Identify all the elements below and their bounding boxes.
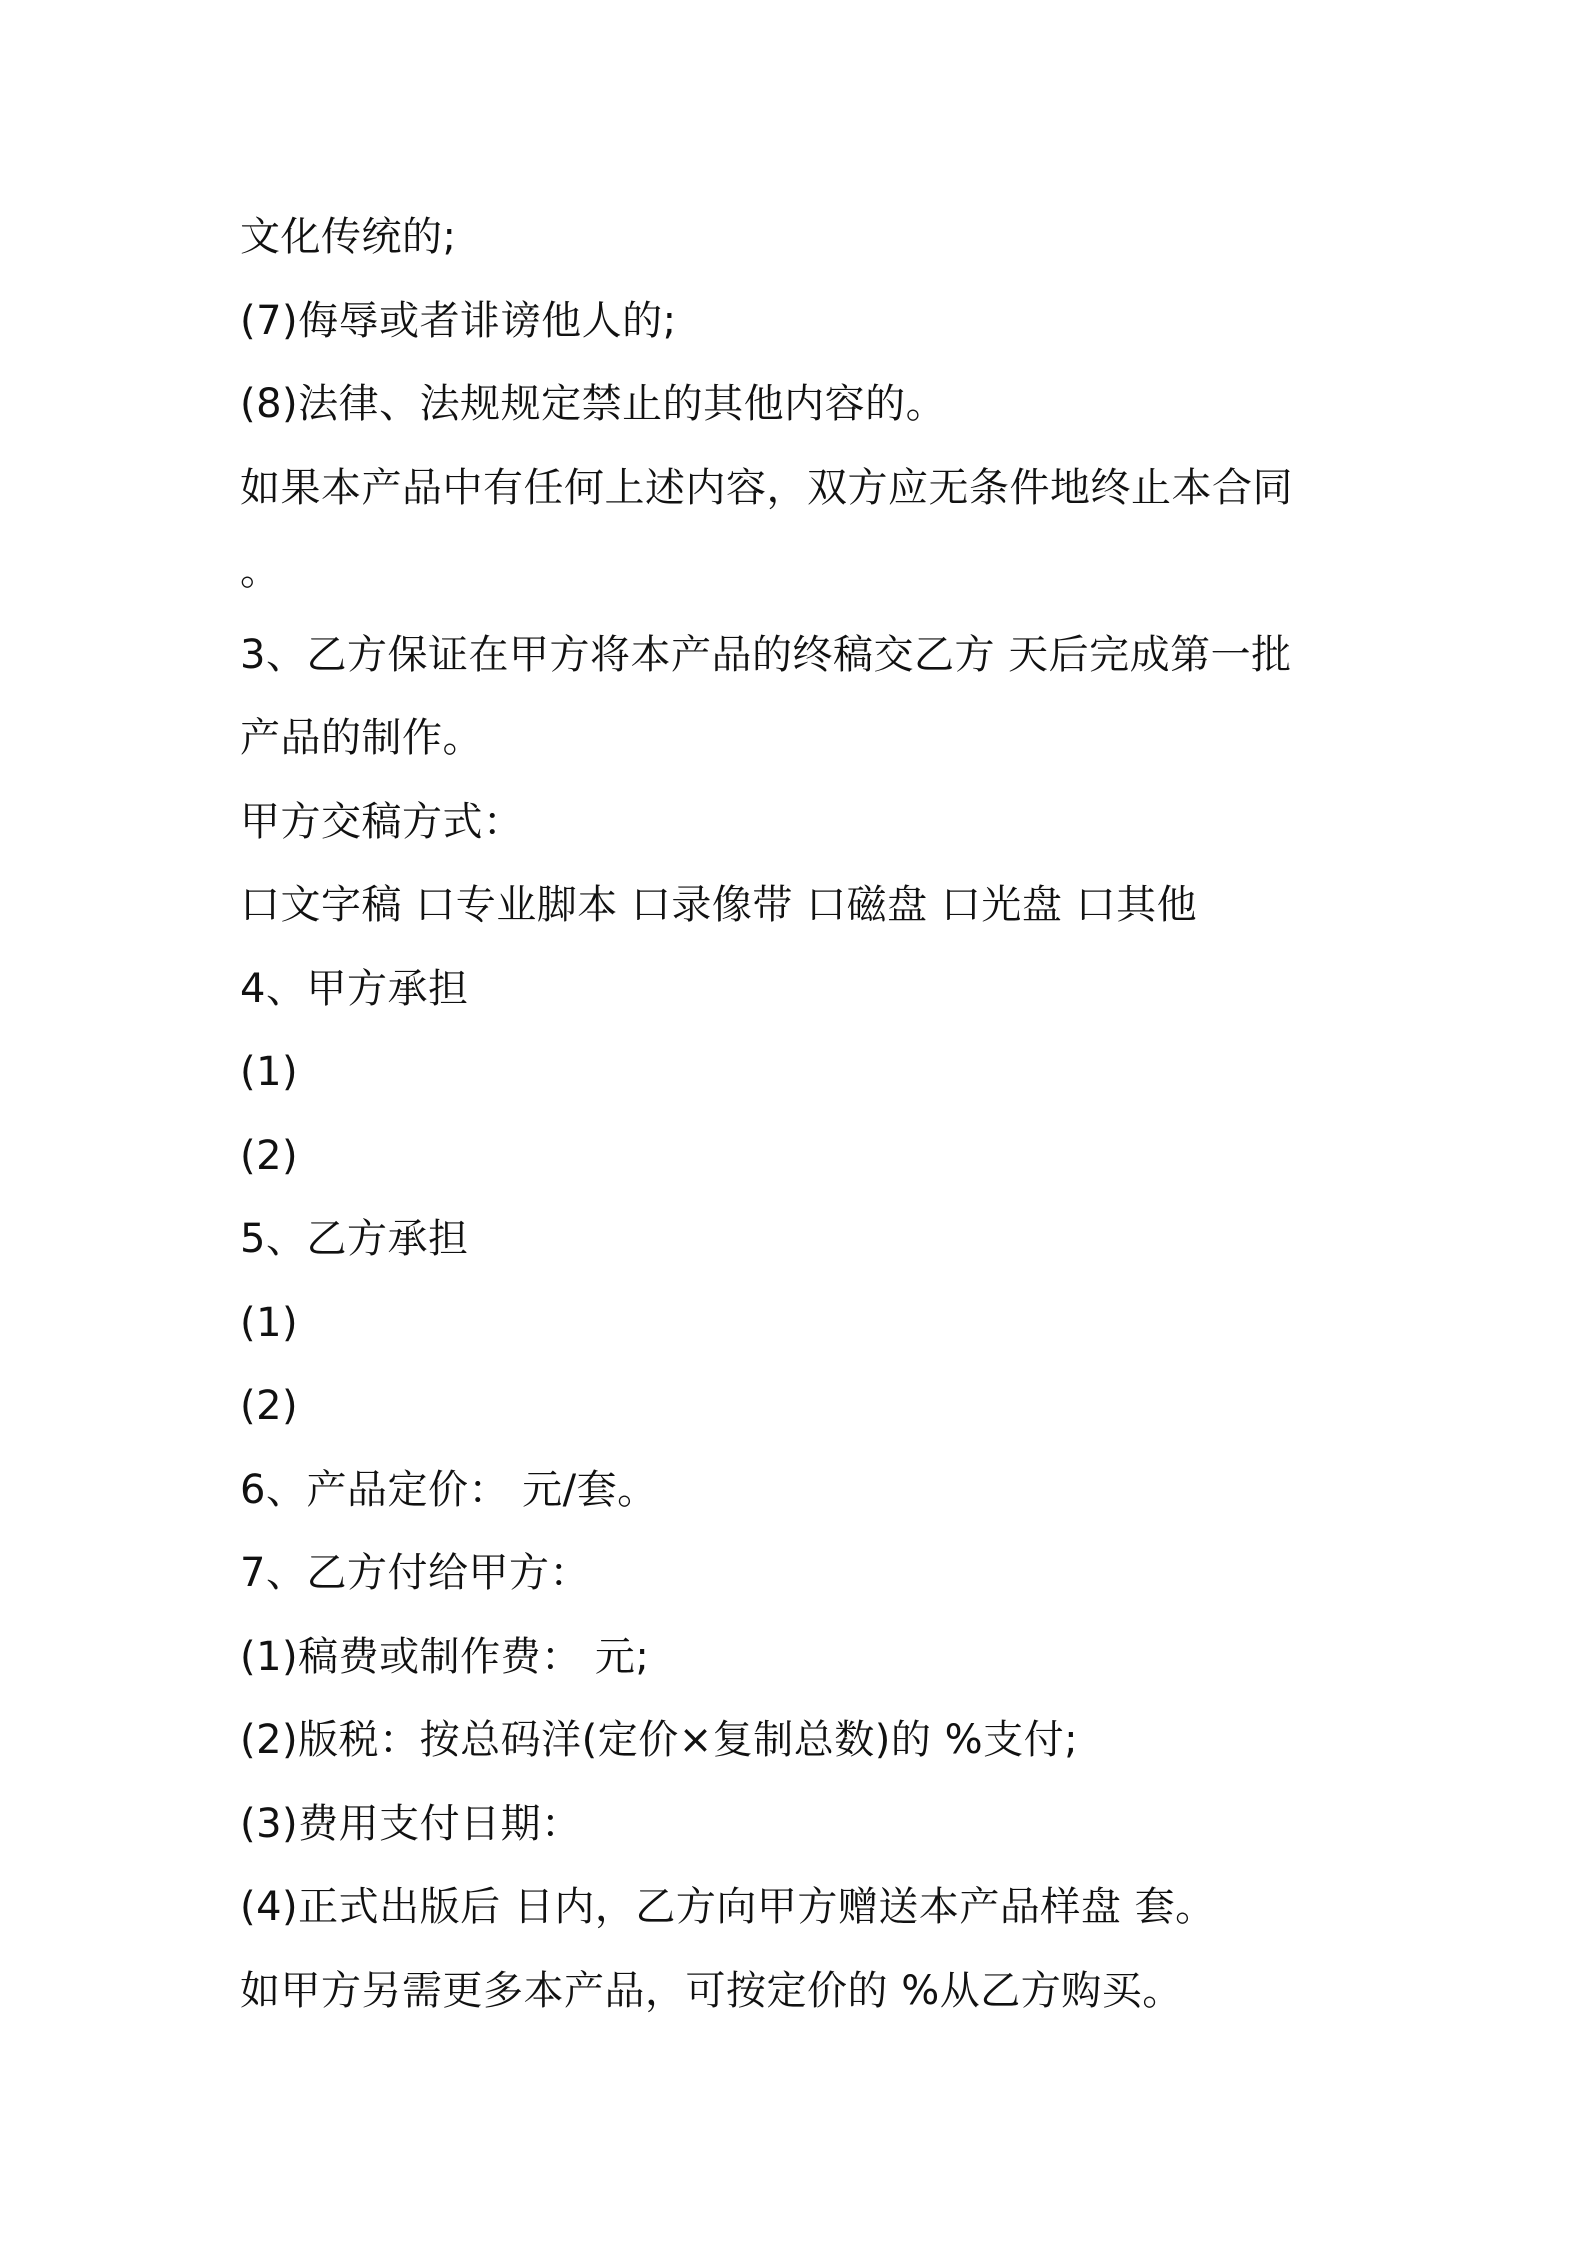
text-line: 文化传统的;	[240, 214, 457, 260]
text-line: 产品的制作。	[240, 715, 483, 761]
text-line: 5、乙方承担	[240, 1216, 469, 1262]
text-line: 甲方交稿方式：	[240, 798, 524, 845]
text-line: (3)费用支付日期：	[240, 1800, 582, 1847]
text-line: 3、乙方保证在甲方将本产品的终稿交乙方 天后完成第一批	[240, 631, 1292, 678]
text-line: (2)	[240, 1132, 299, 1179]
text-line: (2)版税：按总码洋(定价×复制总数)的 %支付;	[240, 1717, 1079, 1763]
text-line: 6、产品定价： 元/套。	[240, 1466, 658, 1513]
text-line: (1)	[240, 1299, 299, 1346]
text-line: (1)	[240, 1049, 299, 1095]
text-line: 口文字稿 口专业脚本 口录像带 口磁盘 口光盘 口其他	[240, 882, 1198, 928]
text-line: (8)法律、法规规定禁止的其他内容的。	[240, 381, 947, 427]
text-line: (7)侮辱或者诽谤他人的;	[240, 297, 677, 344]
text-line: (2)	[240, 1383, 299, 1429]
text-line: 。	[240, 548, 281, 594]
text-line: (4)正式出版后 日内，乙方向甲方赠送本产品样盘 套。	[240, 1884, 1216, 1930]
text-line: (1)稿费或制作费： 元;	[240, 1633, 650, 1680]
text-line: 7、乙方付给甲方：	[240, 1550, 590, 1596]
text-line: 如甲方另需更多本产品，可按定价的 %从乙方购买。	[240, 1967, 1183, 2014]
text-line: 如果本产品中有任何上述内容，双方应无条件地终止本合同	[240, 464, 1293, 511]
text-line: 4、甲方承担	[240, 965, 469, 1012]
contract-body	[240, 196, 1370, 2033]
